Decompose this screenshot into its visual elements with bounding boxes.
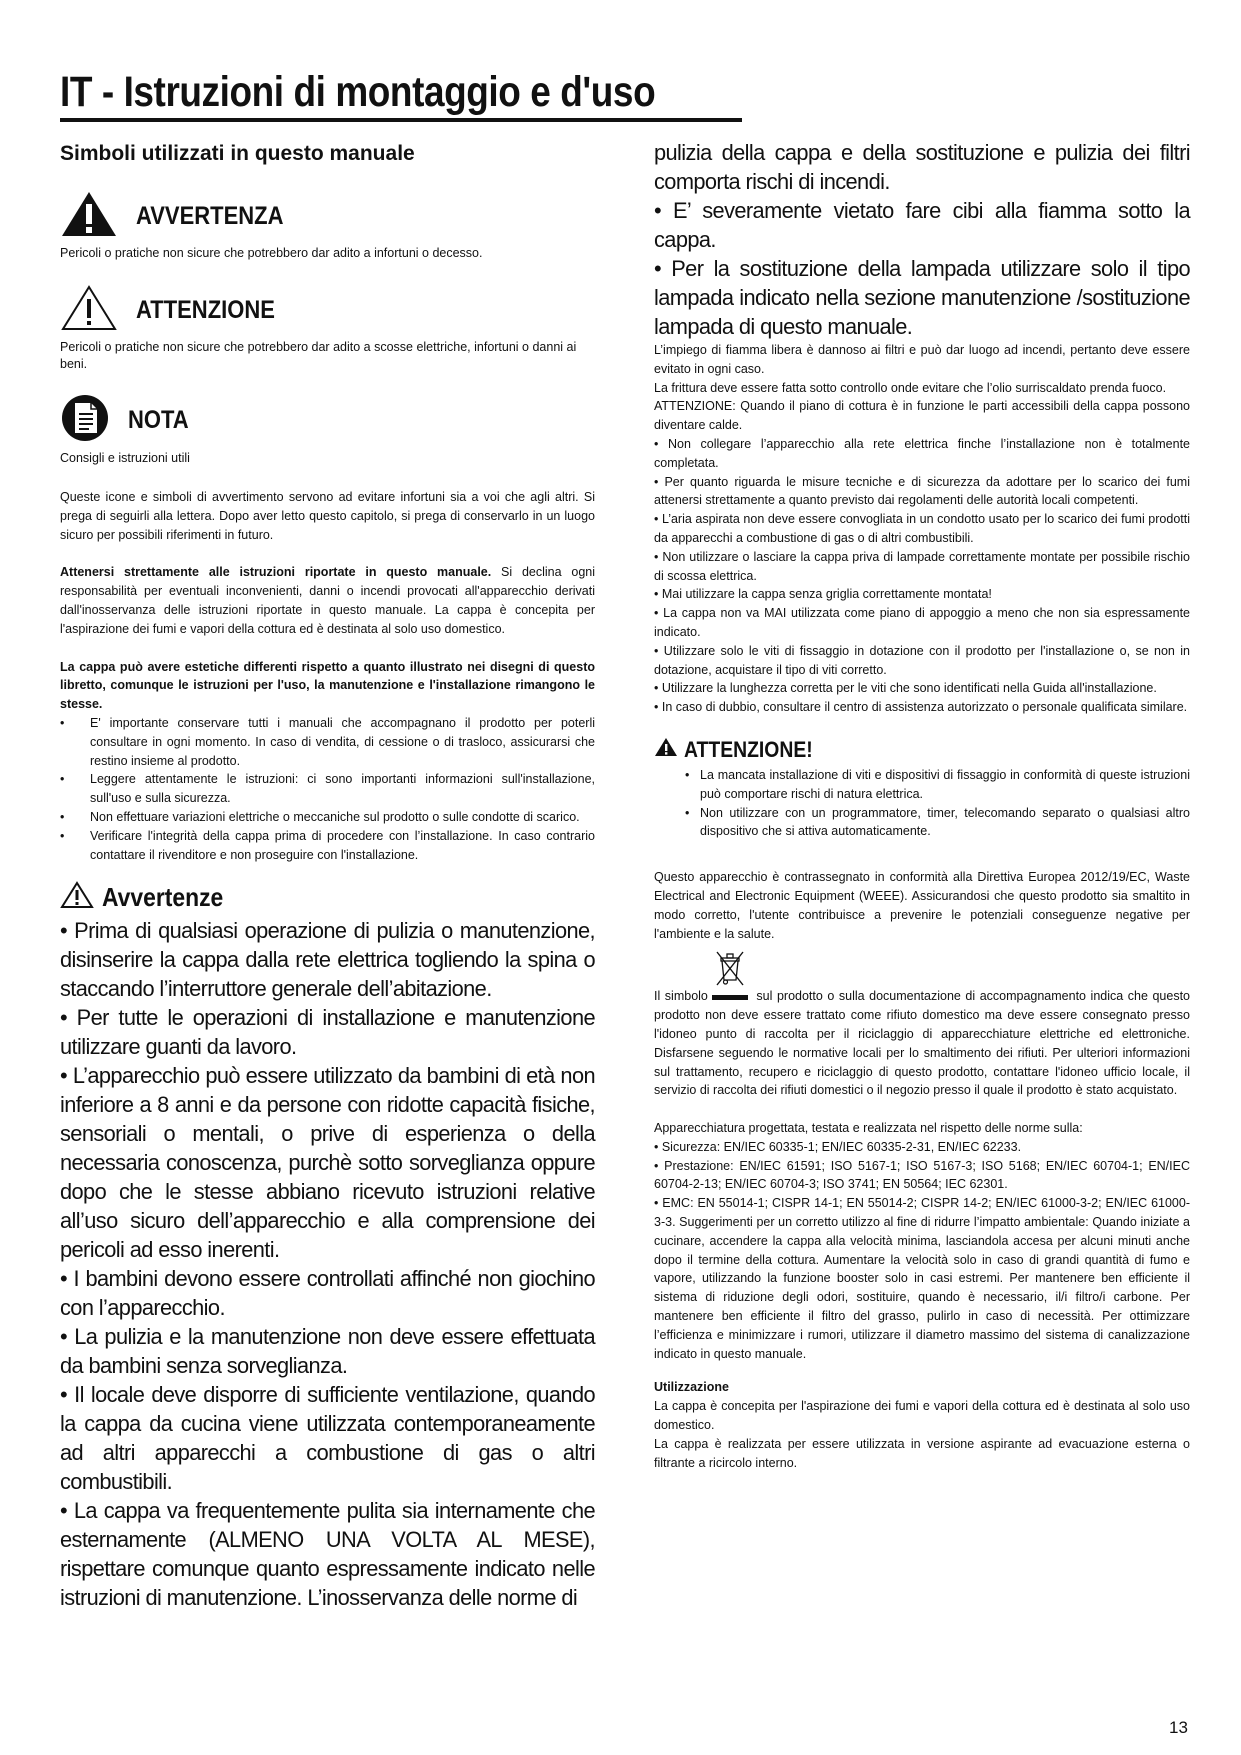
safety-paragraph: • L’aria aspirata non deve essere convogliata in un condotto usato per lo scarico dei fumi prodotti da apparecchi a combustione di gas o di altri combustibili.: [654, 512, 1190, 545]
symbol-desc: Consigli e istruzioni utili: [60, 451, 190, 465]
weee-paragraph: Questo apparecchio è contrassegnato in conformità alla Direttiva Europea 2012/19/EC, Waste Electrical and Electronic Equipment (WEEE). Assicurandosi che questo prodotto sia smaltito in modo corretto, l'utente contribuisce a prevenire le potenziali conseguenze negative per l'ambiente e la salute.: [654, 870, 1190, 941]
warning-paragraph: • Il locale deve disporre di sufficiente ventilazione, quando la cappa da cucina viene utilizzata contemporaneamente ad altri apparecchi a combustione di gas o altri combustibili.: [60, 1382, 595, 1495]
safety-paragraph: • Non collegare l’apparecchio alla rete elettrica finche l’installazione non è totalmente completata.: [654, 436, 1190, 470]
safety-paragraph: • Mai utilizzare la cappa senza griglia correttamente montata!: [654, 587, 992, 602]
list-item: • E' importante conservare tutti i manuali che accompagnano il prodotto per poterli consultare in ogni momento. In caso di vendita, di cessione o di trasloco, assicurarsi che restino insieme al prodotto.: [60, 714, 595, 770]
weee-bar-symbol: [712, 995, 748, 1000]
safety-paragraph: La frittura deve essere fatta sotto controllo onde evitare che l’olio surriscaldato prenda fuoco.: [654, 380, 1167, 395]
list-item: • Verificare l'integrità della cappa prima di procedere con l’installazione. In caso contrario contattare il rivenditore e non proseguire con l'installazione.: [60, 827, 595, 865]
symbol-avvertenza: [60, 190, 595, 262]
warning-filled-icon: [654, 737, 678, 762]
symbol-text-before: Il simbolo: [654, 989, 708, 1004]
page-number: 13: [1169, 1718, 1188, 1737]
left-column: [60, 138, 595, 1612]
usage-paragraph: La cappa è realizzata per essere utilizzata in versione aspirante ad evacuazione esterna o filtrante a ricircolo interno.: [654, 1436, 1190, 1470]
safety-paragraph: • La cappa non va MAI utilizzata come piano di appoggio a meno che non sia espressamente indicato.: [654, 606, 1190, 639]
list-item: • Leggere attentamente le istruzioni: ci sono importanti informazioni sull'installazione, sull'uso e sulla sicurezza.: [60, 770, 595, 808]
usage-heading: Utilizzazione: [654, 1380, 730, 1395]
warnings-heading: [60, 881, 595, 914]
symbols-heading: Simboli utilizzati in questo manuale: [60, 142, 415, 165]
weee-bin-icon: [714, 949, 1190, 987]
norms-paragraph: Apparecchiatura progettata, testata e realizzata nel rispetto delle norme sulla:: [654, 1121, 1083, 1136]
safety-paragraph: • Utilizzare solo le viti di fissaggio in dotazione con il prodotto per l'installazione o, se non in dotazione, acquistare il tipo di viti corretto.: [654, 643, 1190, 677]
safety-paragraph: • Non utilizzare o lasciare la cappa priva di lampade correttamente montate per possibile rischio di scossa elettrica.: [654, 549, 1190, 583]
instructions-bold: Attenersi strettamente alle istruzioni riportate in questo manuale.: [60, 565, 492, 580]
safety-paragraph: • In caso di dubbio, consultare il centro di assistenza autorizzato o personale qualificata similare.: [654, 700, 1188, 715]
symbol-attenzione: [60, 284, 595, 373]
note-document-icon: [60, 393, 110, 448]
instructions-text: Si declina ogni responsabilità per eventuali inconvenienti, danni o incendi provocati all'apparecchio derivati dall'inosservanza delle istruzioni riportate in questo manuale. La cappa è concepita per l'aspirazione dei fumi e vapori della cottura ed è destinata al solo uso domestico.: [60, 565, 596, 636]
warning-paragraph: • La pulizia e la manutenzione non deve essere effettuata da bambini senza sorveglianza.: [60, 1324, 595, 1379]
aesthetics-note: La cappa può avere estetiche differenti rispetto a quanto illustrato nei disegni di questo libretto, comunque le istruzioni per l'uso, la manutenzione e l'installazione rimangono le stesse.: [60, 659, 595, 712]
attention-heading: [654, 737, 1190, 763]
symbol-desc: Pericoli o pratiche non sicure che potrebbero dar adito a infortuni o decesso.: [60, 246, 483, 260]
symbol-nota: [60, 393, 595, 467]
warning-paragraph: • L’apparecchio può essere utilizzato da bambini di età non inferiore a 8 anni e da persone con ridotte capacità fisiche, sensoriali o mentali, o prive di esperienza o della necessaria conoscenza, purchè sotto sorveglianza oppure dopo che le stesse abbiano ricevuto istruzioni relative all’uso sicuro dell’apparecchio e alla comprensione dei pericoli ad esso inerenti.: [60, 1063, 595, 1263]
safety-paragraph: • Utilizzare la lunghezza corretta per le viti che sono identificati nella Guida all'installazione.: [654, 681, 1157, 696]
usage-paragraph: La cappa è concepita per l'aspirazione dei fumi e vapori della cottura ed è destinata al solo uso domestico.: [654, 1399, 1190, 1433]
norms-paragraph: • Prestazione: EN/IEC 61591; ISO 5167-1; ISO 5167-3; ISO 5168; EN/IEC 60704-1; EN/IEC 60704-2-13; EN/IEC 60704-3; ISO 3741; EN 50564; IEC 62301.: [654, 1158, 1190, 1192]
list-item: • Non utilizzare con un programmatore, timer, telecomando separato o qualsiasi altro dispositivo che si attiva automaticamente.: [654, 804, 1190, 842]
warning-paragraph: • Prima di qualsiasi operazione di pulizia o manutenzione, disinserire la cappa dalla rete elettrica togliendo la spina o staccando l’interruttore generale dell’abitazione.: [60, 918, 595, 1002]
warning-outline-icon: [60, 881, 94, 914]
weee-symbol-paragraph: [654, 987, 1190, 1100]
symbol-label: AVVERTENZA: [136, 202, 284, 230]
warning-filled-icon: [60, 190, 118, 243]
warning-continuation: pulizia della cappa e della sostituzione e pulizia dei filtri comporta rischi di incendi.: [654, 140, 1190, 194]
safety-paragraph: ATTENZIONE: Quando il piano di cottura è in funzione le parti accessibili della cappa possono diventare calde.: [654, 399, 1190, 433]
symbol-label: NOTA: [128, 406, 189, 434]
safety-paragraph: L’impiego di fiamma libera è dannoso ai filtri e può dar luogo ad incendi, pertanto deve essere evitato in ogni caso.: [654, 343, 1190, 376]
symbol-desc: Pericoli o pratiche non sicure che potrebbero dar adito a scosse elettriche, infortuni o danni ai beni.: [60, 340, 577, 371]
warning-paragraph: • La cappa va frequentemente pulita sia internamente che esternamente (ALMENO UNA VOLTA AL MESE), rispettare comunque quanto espressamente indicato nelle istruzioni di manutenzione. L’inosservanza delle norme di: [60, 1498, 595, 1611]
title-underline: [60, 118, 742, 122]
norms-paragraph: • EMC: EN 55014-1; CISPR 14-1; EN 55014-2; CISPR 14-2; EN/IEC 61000-3-2; EN/IEC 61000-3-3. Suggerimenti per un corretto utilizzo al fine di ridurre l’impatto ambientale: Quando iniziate a cucinare, accendere la cappa alla velocità minima, lasciandola accesa per alcuni minuti anche dopo il termine della cottura. Aumentare la velocità solo in caso di grandi quantità di fumo e vapore, utilizzando la funzione booster solo in casi estremi. Per mantenere ben efficiente il sistema di riduzione degli odori, sostituire, quando è necessario, il/i filtro/i carbone. Per mantenere ben efficiente il filtro del grasso, pulirlo in caso di necessità. Per ottimizzare l’efficienza e minimizzare i rumori, utilizzare il diametro massimo del sistema di canalizzazione indicato in questo manuale.: [654, 1196, 1190, 1361]
symbol-text-after: sul prodotto o sulla documentazione di accompagnamento indica che questo prodotto non deve essere trattato come rifiuto domestico ma deve essere consegnato presso l'idoneo punto di raccolta per il riciclaggio di apparecchiature elettriche ed elettroniche. Disfarsene seguendo le normative locali per lo smaltimento dei rifiuti. Per ulteriori informazioni sul trattamento, recupero e riciclaggio di questo prodotto, contattare l'idoneo ufficio locale, il servizio di raccolta dei rifiuti domestici o il negozio presso il quale il prodotto è stato acquistato.: [654, 989, 1190, 1098]
warning-paragraph: • E’ severamente vietato fare cibi alla fiamma sotto la cappa.: [654, 198, 1190, 252]
page-title: IT - Istruzioni di montaggio e d'uso: [60, 68, 656, 116]
warning-paragraph: • Per la sostituzione della lampada utilizzare solo il tipo lampada indicato nella sezione manutenzione /sostituzione lampada di questo manuale.: [654, 256, 1190, 339]
instructions-paragraph: [60, 563, 595, 638]
warning-paragraph: • I bambini devono essere controllati affinché non giochino con l’apparecchio.: [60, 1266, 595, 1321]
general-bullets: [60, 714, 595, 864]
symbol-label: ATTENZIONE: [136, 296, 275, 324]
attention-heading-text: ATTENZIONE!: [684, 736, 813, 762]
intro-paragraph: Queste icone e simboli di avvertimento servono ad evitare infortuni sia a voi che agli altri. Si prega di seguirli alla lettera. Dopo aver letto questo capitolo, si prega di conservarlo in un luogo sicuro per possibili riferimenti in futuro.: [60, 490, 595, 542]
warning-outline-icon: [60, 284, 118, 337]
list-item: • La mancata installazione di viti e dispositivi di fissaggio in conformità di queste istruzioni può comportare rischi di natura elettrica.: [654, 766, 1190, 804]
right-column: [654, 138, 1190, 1472]
list-item: • Non effettuare variazioni elettriche o meccaniche sul prodotto o sulle condotte di scarico.: [60, 808, 595, 827]
warnings-heading-text: Avvertenze: [102, 882, 224, 913]
norms-paragraph: • Sicurezza: EN/IEC 60335-1; EN/IEC 60335-2-31, EN/IEC 62233.: [654, 1139, 1022, 1154]
warning-paragraph: • Per tutte le operazioni di installazione e manutenzione utilizzare guanti da lavoro.: [60, 1005, 595, 1060]
safety-paragraph: • Per quanto riguarda le misure tecniche e di sicurezza da adottare per lo scarico dei fumi attenersi strettamente a quanto previsto dai regolamenti delle autorità locali competenti.: [654, 474, 1190, 508]
attention-bullets: [654, 766, 1190, 841]
